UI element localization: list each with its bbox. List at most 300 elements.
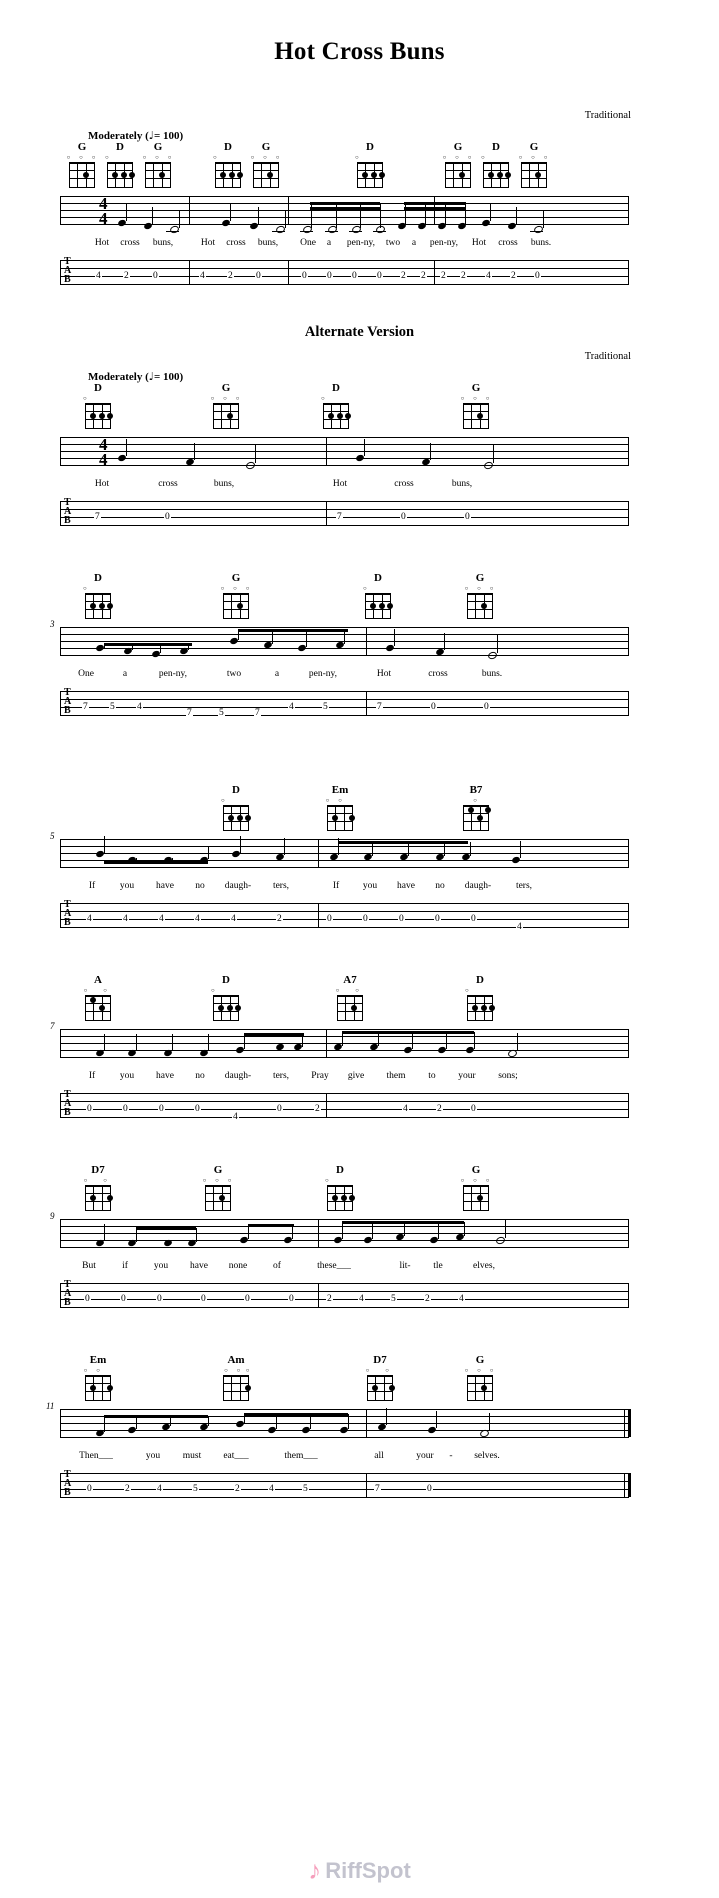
- chord-diagram[interactable]: [214, 1355, 258, 1401]
- chord-diagram-row: [0, 142, 719, 190]
- chord-name: Em: [89, 1354, 107, 1366]
- notehead: [163, 1239, 173, 1247]
- tab-number: 4: [96, 271, 101, 281]
- system-v2-1: [0, 383, 719, 539]
- tab-number: 2: [441, 271, 446, 281]
- tab-number: 0: [256, 271, 261, 281]
- tab-number: 0: [471, 914, 476, 924]
- measure-number: 3: [50, 619, 55, 629]
- chord-open-markers: ○: [220, 798, 252, 804]
- chord-name: D7: [91, 1164, 105, 1176]
- tab-staff-v2-4: [0, 1085, 719, 1131]
- chord-diagram[interactable]: [328, 975, 372, 1021]
- tab-staff-v2-2: [0, 683, 719, 729]
- chord-open-markers: ○ ○ ○: [464, 1368, 496, 1374]
- chord-open-markers: ○: [464, 988, 496, 994]
- chord-name: D: [366, 141, 374, 153]
- chord-name: G: [475, 572, 485, 584]
- tab-number: 2: [461, 271, 466, 281]
- lyric: cross: [226, 238, 246, 248]
- lyric: have: [156, 1071, 174, 1081]
- staff-v1-1: [0, 190, 719, 252]
- chord-open-markers: ○: [82, 586, 114, 592]
- tab-number: 0: [165, 512, 170, 522]
- chord-name: G: [261, 141, 271, 153]
- tab-number: 5: [110, 702, 115, 712]
- chord-name: D: [232, 784, 240, 796]
- lyric: daugh-: [464, 881, 492, 891]
- lyric: pen-ny,: [429, 238, 459, 248]
- tab-number: 0: [352, 271, 357, 281]
- chord-grid: [357, 162, 383, 188]
- tab-number: 4: [459, 1294, 464, 1304]
- staff-v2-4: [0, 1023, 719, 1085]
- lyric: One: [300, 238, 316, 248]
- chord-diagram[interactable]: [76, 975, 120, 1021]
- chord-open-markers: ○ ○ ○: [66, 155, 98, 161]
- lyric: cross: [394, 479, 414, 489]
- tab-number: 2: [437, 1104, 442, 1114]
- chord-grid: [445, 162, 471, 188]
- chord-grid: [467, 593, 493, 619]
- tab-number: 4: [517, 922, 522, 932]
- tab-clef-b: B: [64, 274, 71, 285]
- tab-number: 0: [431, 702, 436, 712]
- chord-grid: [323, 403, 349, 429]
- staff-v2-6: [0, 1403, 719, 1465]
- lyric: buns,: [213, 479, 235, 489]
- lyric: If: [332, 881, 340, 891]
- lyric: eat___: [223, 1451, 249, 1461]
- chord-diagram[interactable]: [76, 1355, 120, 1401]
- chord-open-markers: ○: [212, 155, 244, 161]
- tab-number: 7: [377, 702, 382, 712]
- chord-grid: [467, 1375, 493, 1401]
- time-signature-top: 4: [99, 435, 108, 454]
- lyric: your: [458, 1071, 476, 1081]
- measure-number: 7: [50, 1021, 55, 1031]
- tab-staff-v2-3: [0, 895, 719, 941]
- tab-number: 7: [187, 708, 192, 718]
- lyric: buns.: [481, 669, 503, 679]
- chord-diagram-row: [0, 785, 719, 833]
- lyric: pen-ny,: [346, 238, 376, 248]
- lyric: Hot: [471, 238, 487, 248]
- chord-open-markers: ○ ○: [335, 988, 365, 994]
- tab-number: 0: [85, 1294, 90, 1304]
- lyric: Hot: [376, 669, 392, 679]
- lyric: selves.: [474, 1451, 500, 1461]
- chord-diagram[interactable]: [204, 975, 248, 1021]
- tab-clef-t: T: [64, 1469, 71, 1480]
- lyric: Hot: [94, 479, 110, 489]
- tab-number: 0: [327, 271, 332, 281]
- lyric: you: [119, 1071, 135, 1081]
- lyric: cross: [498, 238, 518, 248]
- system-v2-6: [0, 1355, 719, 1511]
- tab-number: 0: [471, 1104, 476, 1114]
- lyric: you: [145, 1451, 161, 1461]
- lyric: But: [82, 1261, 96, 1271]
- chord-name: D: [222, 974, 230, 986]
- lyric: you: [362, 881, 378, 891]
- tab-staff-v1-1: [0, 252, 719, 298]
- chord-grid: [463, 1185, 489, 1211]
- chord-name: D: [374, 572, 382, 584]
- chord-grid: [85, 1185, 111, 1211]
- chord-diagram[interactable]: [314, 383, 358, 429]
- system-v2-4: [0, 975, 719, 1131]
- tab-clef-t: T: [64, 497, 71, 508]
- tab-clef-a: A: [64, 696, 72, 707]
- chord-name: G: [471, 382, 481, 394]
- lyric: ters,: [272, 881, 290, 891]
- lyric: no: [195, 1071, 205, 1081]
- tab-number: 0: [277, 1104, 282, 1114]
- chord-name: D: [332, 382, 340, 394]
- chord-name: G: [153, 141, 163, 153]
- chord-open-markers: ○: [320, 396, 352, 402]
- lyric: -: [449, 1451, 453, 1461]
- chord-diagram[interactable]: [214, 785, 258, 831]
- lyric: daugh-: [224, 881, 252, 891]
- chord-diagram[interactable]: [244, 142, 288, 188]
- lyric: a: [326, 238, 332, 248]
- lyric: If: [88, 1071, 96, 1081]
- chord-open-markers: ○: [210, 988, 242, 994]
- tab-clef-a: A: [64, 1478, 72, 1489]
- chord-diagram[interactable]: [454, 785, 498, 831]
- tab-clef-a: A: [64, 1288, 72, 1299]
- tab-number: 0: [123, 1104, 128, 1114]
- time-signature-bot: 4: [99, 209, 108, 228]
- chord-grid: [215, 162, 241, 188]
- tempo-text: Moderately (: [88, 371, 149, 383]
- tab-number: 2: [315, 1104, 320, 1114]
- lyric: One: [78, 669, 94, 679]
- lyric: have: [397, 881, 415, 891]
- chord-name: G: [475, 1354, 485, 1366]
- chord-grid: [85, 403, 111, 429]
- chord-open-markers: ○ ○: [365, 1368, 395, 1374]
- tab-staff-v2-1: [0, 493, 719, 539]
- lyric: two: [226, 669, 242, 679]
- system-v1-1: [0, 142, 719, 298]
- chord-name: G: [471, 1164, 481, 1176]
- tab-clef-t: T: [64, 256, 71, 267]
- staff-v2-3: [0, 833, 719, 895]
- tab-number: 5: [323, 702, 328, 712]
- chord-grid: [367, 1375, 393, 1401]
- tab-number: 0: [327, 914, 332, 924]
- tab-number: 2: [401, 271, 406, 281]
- chord-open-markers: ○ ○ ○: [202, 1178, 234, 1184]
- staff-v2-2: [0, 621, 719, 683]
- tab-clef-b: B: [64, 1297, 71, 1308]
- time-signature-bot: 4: [99, 450, 108, 469]
- chord-grid: [205, 1185, 231, 1211]
- riffspot-mark-icon: ♪: [308, 1856, 322, 1885]
- chord-grid: [365, 593, 391, 619]
- lyric: Pray: [311, 1071, 329, 1081]
- chord-grid: [85, 995, 111, 1021]
- lyric: these___: [317, 1261, 351, 1271]
- staff-v2-1: [0, 431, 719, 493]
- chord-name: A7: [343, 974, 357, 986]
- tab-number: 0: [87, 1104, 92, 1114]
- tab-number: 2: [124, 271, 129, 281]
- chord-name: B7: [469, 784, 483, 796]
- lyric: buns,: [257, 238, 279, 248]
- chord-grid: [253, 162, 279, 188]
- lyric: lit-: [399, 1261, 411, 1271]
- lyric: buns,: [152, 238, 174, 248]
- chord-diagram-row: [0, 1355, 719, 1403]
- chord-diagram[interactable]: [136, 142, 180, 188]
- chord-open-markers: ○: [362, 586, 394, 592]
- tab-number: 0: [289, 1294, 294, 1304]
- chord-diagram[interactable]: [76, 383, 120, 429]
- chord-name: D: [116, 141, 124, 153]
- chord-open-markers: ○ ○ ○: [442, 155, 474, 161]
- lyric: have: [156, 881, 174, 891]
- tab-number: 4: [159, 914, 164, 924]
- chord-name: G: [77, 141, 87, 153]
- tab-number: 4: [231, 914, 236, 924]
- tab-number: 7: [375, 1484, 380, 1494]
- tab-number: 0: [435, 914, 440, 924]
- chord-grid: [85, 1375, 111, 1401]
- chord-name: Am: [227, 1354, 245, 1366]
- tab-number: 7: [255, 708, 260, 718]
- lyric: a: [274, 669, 280, 679]
- chord-open-markers: ○ ○ ○: [518, 155, 550, 161]
- chord-name: D: [94, 382, 102, 394]
- tab-staff-v2-6: [0, 1465, 719, 1511]
- tab-clef-b: B: [64, 515, 71, 526]
- time-signature-top: 4: [99, 194, 108, 213]
- chord-open-markers: ○ ○ ○: [464, 586, 496, 592]
- chord-grid: [213, 995, 239, 1021]
- chord-open-markers: ○: [480, 155, 512, 161]
- tempo-marking-1: [0, 129, 719, 142]
- lyric: must: [182, 1451, 202, 1461]
- tab-clef-t: T: [64, 899, 71, 910]
- chord-grid: [463, 403, 489, 429]
- lyric: your: [416, 1451, 434, 1461]
- tab-number: 2: [235, 1484, 240, 1494]
- tab-number: 4: [359, 1294, 364, 1304]
- lyric: pen-ny,: [308, 669, 338, 679]
- tab-number: 5: [193, 1484, 198, 1494]
- chord-open-markers: ○ ○ ○: [210, 396, 242, 402]
- chord-open-markers: ○ ○: [83, 1368, 113, 1374]
- staff-v2-5: [0, 1213, 719, 1275]
- page-title: Hot Cross Buns: [274, 38, 445, 65]
- lyric: have: [190, 1261, 208, 1271]
- chord-diagram[interactable]: [196, 1165, 240, 1211]
- chord-diagram[interactable]: [454, 1165, 498, 1211]
- chord-diagram[interactable]: [204, 383, 248, 429]
- lyric: them: [386, 1071, 406, 1081]
- chord-open-markers: ○ ○: [83, 1178, 113, 1184]
- lyric: to: [428, 1071, 436, 1081]
- lyric: of: [273, 1261, 281, 1271]
- tab-number: 7: [95, 512, 100, 522]
- tab-number: 4: [269, 1484, 274, 1494]
- tab-number: 5: [219, 708, 224, 718]
- chord-name: D7: [373, 1354, 387, 1366]
- chord-diagram[interactable]: [458, 975, 502, 1021]
- chord-open-markers: ○: [462, 798, 490, 804]
- tab-number: 7: [83, 702, 88, 712]
- tab-number: 2: [327, 1294, 332, 1304]
- tempo-note-icon: ♩: [148, 370, 154, 383]
- chord-grid: [223, 593, 249, 619]
- chord-diagram[interactable]: [348, 142, 392, 188]
- measure-number: 9: [50, 1211, 55, 1221]
- chord-name: G: [213, 1164, 223, 1176]
- tab-number: 4: [123, 914, 128, 924]
- tab-number: 0: [195, 1104, 200, 1114]
- chord-diagram[interactable]: [458, 1355, 502, 1401]
- chord-grid: [69, 162, 95, 188]
- tab-number: 0: [484, 702, 489, 712]
- chord-name: A: [94, 974, 102, 986]
- chord-grid: [223, 1375, 249, 1401]
- tab-number: 0: [377, 271, 382, 281]
- chord-diagram[interactable]: [318, 785, 362, 831]
- lyric: cross: [120, 238, 140, 248]
- tab-number: 2: [511, 271, 516, 281]
- tab-number: 0: [245, 1294, 250, 1304]
- chord-grid: [213, 403, 239, 429]
- chord-diagram[interactable]: [512, 142, 556, 188]
- tab-number: 0: [121, 1294, 126, 1304]
- lyric: them___: [284, 1451, 318, 1461]
- tempo-value: = 100): [153, 130, 184, 142]
- chord-name: D: [476, 974, 484, 986]
- tab-number: 2: [125, 1484, 130, 1494]
- tab-number: 4: [486, 271, 491, 281]
- tab-clef-t: T: [64, 1279, 71, 1290]
- chord-grid: [521, 162, 547, 188]
- chord-diagram-row: [0, 975, 719, 1023]
- tab-number: 0: [87, 1484, 92, 1494]
- system-v2-5: [0, 1165, 719, 1321]
- lyric: a: [122, 669, 128, 679]
- chord-diagram-row: [0, 383, 719, 431]
- tab-number: 0: [427, 1484, 432, 1494]
- lyric: tle: [433, 1261, 443, 1271]
- chord-grid: [145, 162, 171, 188]
- tab-number: 0: [535, 271, 540, 281]
- chord-diagram[interactable]: [76, 573, 120, 619]
- lyric: all: [374, 1451, 384, 1461]
- lyric: you: [153, 1261, 169, 1271]
- tab-number: 0: [302, 271, 307, 281]
- tab-number: 7: [337, 512, 342, 522]
- chord-open-markers: ○ ○ ○: [250, 155, 282, 161]
- tab-clef-a: A: [64, 908, 72, 919]
- tab-number: 0: [153, 271, 158, 281]
- lyric: no: [435, 881, 445, 891]
- chord-diagram[interactable]: [356, 573, 400, 619]
- chord-name: G: [529, 141, 539, 153]
- chord-diagram[interactable]: [76, 1165, 120, 1211]
- sheet-music-page: [0, 38, 719, 1898]
- chord-name: G: [453, 141, 463, 153]
- chord-grid: [483, 162, 509, 188]
- chord-grid: [463, 805, 489, 831]
- chord-name: G: [231, 572, 241, 584]
- tempo-value: = 100): [153, 371, 184, 383]
- tab-number: 4: [289, 702, 294, 712]
- measure-number: 11: [46, 1401, 55, 1411]
- chord-name: D: [336, 1164, 344, 1176]
- system-v2-3: [0, 785, 719, 941]
- lyric: Hot: [332, 479, 348, 489]
- chord-grid: [337, 995, 363, 1021]
- section-title: Alternate Version: [304, 324, 415, 340]
- chord-diagram[interactable]: [214, 573, 258, 619]
- chord-open-markers: ○ ○ ○: [142, 155, 174, 161]
- tab-number: 0: [401, 512, 406, 522]
- chord-name: Em: [331, 784, 349, 796]
- chord-diagram[interactable]: [358, 1355, 402, 1401]
- tab-clef-a: A: [64, 1098, 72, 1109]
- tab-number: 0: [363, 914, 368, 924]
- chord-open-markers: ○ ○ ○: [220, 1368, 252, 1374]
- lyric: Then___: [79, 1451, 113, 1461]
- tab-number: 0: [201, 1294, 206, 1304]
- chord-open-markers: ○ ○ ○: [220, 586, 252, 592]
- tab-number: 2: [425, 1294, 430, 1304]
- chord-diagram[interactable]: [454, 383, 498, 429]
- tab-number: 4: [200, 271, 205, 281]
- tab-clef-t: T: [64, 1089, 71, 1100]
- chord-diagram-row: [0, 1165, 719, 1213]
- chord-grid: [85, 593, 111, 619]
- tab-clef-b: B: [64, 1107, 71, 1118]
- tab-clef-a: A: [64, 506, 72, 517]
- chord-grid: [223, 805, 249, 831]
- chord-diagram[interactable]: [458, 573, 502, 619]
- lyric: if: [122, 1261, 128, 1271]
- chord-name: G: [221, 382, 231, 394]
- footer-branding: [0, 1858, 719, 1884]
- chord-open-markers: ○ ○: [83, 988, 113, 994]
- chord-name: D: [492, 141, 500, 153]
- chord-diagram[interactable]: [318, 1165, 362, 1211]
- composer-label-2: Traditional: [584, 351, 631, 362]
- tab-number: 4: [157, 1484, 162, 1494]
- chord-grid: [467, 995, 493, 1021]
- chord-grid: [107, 162, 133, 188]
- chord-grid: [327, 1185, 353, 1211]
- tab-number: 2: [277, 914, 282, 924]
- chord-open-markers: ○ ○: [325, 798, 355, 804]
- lyric: cross: [158, 479, 178, 489]
- tab-number: 2: [228, 271, 233, 281]
- lyric: ters,: [272, 1071, 290, 1081]
- tab-number: 4: [87, 914, 92, 924]
- tempo-text: Moderately (: [88, 130, 149, 142]
- chord-open-markers: ○: [354, 155, 386, 161]
- tab-number: 0: [465, 512, 470, 522]
- riffspot-logo: [308, 1858, 411, 1884]
- riffspot-wordmark: RiffSpot: [325, 1858, 411, 1883]
